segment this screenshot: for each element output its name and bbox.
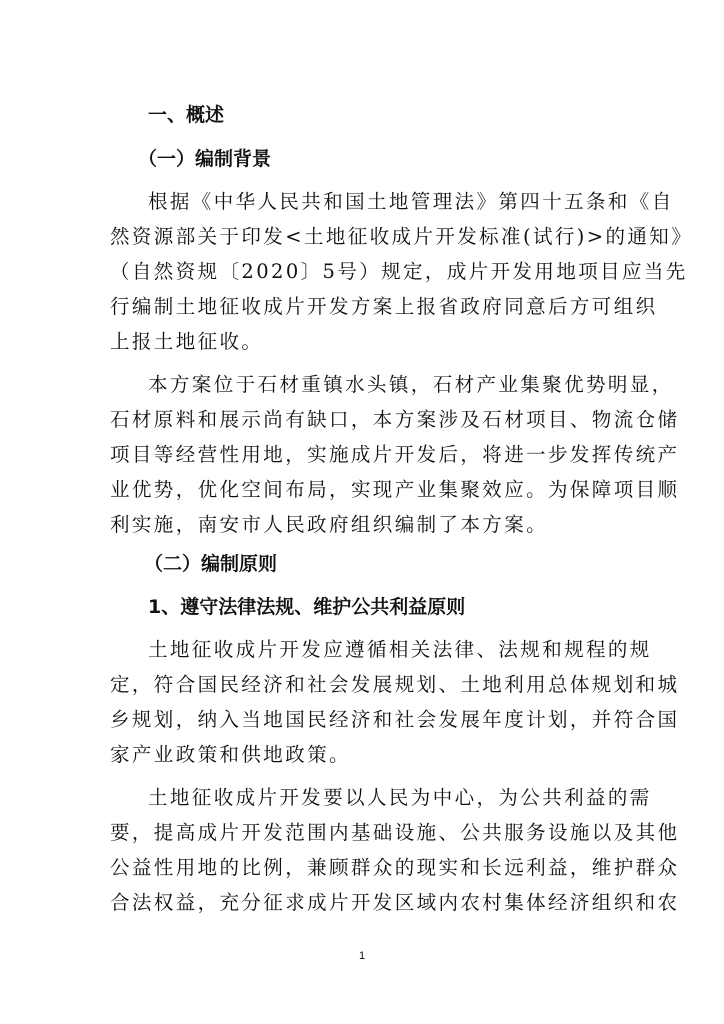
- paragraph-line: 利实施，南安市人民政府组织编制了本方案。: [110, 513, 549, 536]
- paragraph-line: （自然资规〔2020〕5号）规定，成片开发用地项目应当先: [110, 260, 688, 283]
- paragraph-line: 家产业政策和供地政策。: [110, 743, 351, 766]
- paragraph-line: 合法权益，充分征求成片开发区域内农村集体经济组织和农: [110, 891, 680, 914]
- paragraph-line: 公益性用地的比例，兼顾群众的现实和长远利益，维护群众: [110, 856, 680, 879]
- paragraph-line: 定，符合国民经济和社会发展规划、土地利用总体规划和城: [110, 673, 680, 696]
- paragraph-line: 本方案位于石材重镇水头镇，石材产业集聚优势明显，: [148, 373, 674, 396]
- principle-heading-1: 1、遵守法律法规、维护公共利益原则: [148, 596, 466, 618]
- paragraph-line: 业优势，优化空间布局，实现产业集聚效应。为保障项目顺: [110, 478, 680, 501]
- paragraph-line: 根据《中华人民共和国土地管理法》第四十五条和《自: [148, 190, 674, 213]
- section-heading-overview: 一、概述: [148, 104, 225, 126]
- subsection-heading-background: （一）编制背景: [138, 148, 272, 170]
- subsection-heading-principles: （二）编制原则: [144, 553, 278, 575]
- paragraph-line: 石材原料和展示尚有缺口，本方案涉及石材项目、物流仓储: [110, 408, 680, 431]
- paragraph-line: 乡规划，纳入当地国民经济和社会发展年度计划，并符合国: [110, 708, 680, 731]
- page-number: 1: [358, 950, 366, 962]
- paragraph-line: 要，提高成片开发范围内基础设施、公共服务设施以及其他: [110, 821, 680, 844]
- paragraph-line: 上报土地征收。: [110, 330, 264, 353]
- paragraph-line: 项目等经营性用地，实施成片开发后，将进一步发挥传统产: [110, 443, 680, 466]
- paragraph-line: 行编制土地征收成片开发方案上报省政府同意后方可组织: [110, 295, 658, 318]
- paragraph-line: 土地征收成片开发应遵循相关法律、法规和规程的规: [148, 638, 652, 661]
- paragraph-line: 土地征收成片开发要以人民为中心，为公共利益的需: [148, 786, 652, 809]
- paragraph-line: 然资源部关于印发<土地征收成片开发标准(试行)>的通知》: [110, 225, 694, 248]
